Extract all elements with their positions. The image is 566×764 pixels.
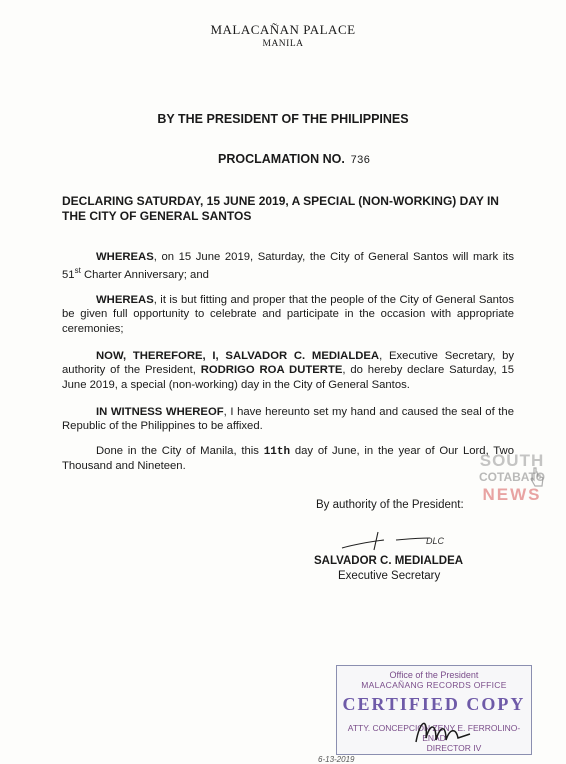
done-paragraph — [62, 444, 514, 474]
done-text-end: day of June, in the year of Our Lord, Two Thousand and Nineteen. — [62, 445, 514, 473]
stamp-records-office: MALACAÑANG RECORDS OFFICE — [361, 680, 507, 690]
initials: DLC — [426, 536, 445, 546]
watermark-line-2: COTABATO — [479, 470, 545, 484]
proclamation-number: 736 — [350, 155, 371, 167]
whereas-text: , it is but fitting and proper that the people of the City of General Santos be given full opportunity to celebrate and participate in the occasion with appropriate ceremonies; — [62, 294, 514, 335]
proclamation-heading — [218, 152, 370, 167]
signatory-name: SALVADOR C. MEDIALDEA — [314, 555, 464, 567]
witness-paragraph — [62, 405, 514, 434]
stamp-position: DIRECTOR IV — [426, 743, 482, 753]
whereas-paragraph-2 — [62, 293, 514, 336]
done-day: 11th — [263, 446, 291, 458]
stamp-officer: ATTY. CONCEPCION ZENY E. FERROLINO-ENAD — [347, 723, 521, 743]
declaration-lead: NOW, THEREFORE, I, SALVADOR C. MEDIALDEA — [96, 350, 380, 362]
whereas-lead: WHEREAS — [96, 251, 154, 263]
whereas-paragraph-1 — [62, 250, 514, 283]
declaration-text: , Executive Secretary, by authority of the President, — [62, 350, 515, 377]
declaration-paragraph — [62, 349, 514, 392]
authority-line: By authority of the President: — [316, 499, 464, 511]
president-name: RODRIGO ROA DUTERTE — [200, 364, 343, 377]
declaration-text-end: , do hereby declare Saturday, 15 June 2019, a special (non-working) day in the City of General Santos. — [62, 364, 514, 391]
stamp-office: Office of the President — [389, 670, 479, 680]
handwritten-signature — [410, 712, 480, 757]
proclamation-label: PROCLAMATION NO. — [218, 152, 345, 166]
watermark-line-3: NEWS — [482, 485, 542, 504]
whereas-text-end: Charter Anniversary; and — [80, 269, 209, 282]
stamp-certified: CERTIFIED COPY — [342, 694, 526, 714]
witness-lead: IN WITNESS WHEREOF — [96, 406, 224, 418]
news-watermark — [462, 452, 562, 503]
issuer-line: BY THE PRESIDENT OF THE PHILIPPINES — [157, 112, 409, 126]
done-text: Done in the City of Manila, this — [96, 445, 264, 457]
stamp-date-text: 6-13-2019 — [318, 755, 355, 764]
whereas-lead: WHEREAS — [96, 294, 154, 306]
palace-name: MALACAÑAN PALACE — [210, 22, 356, 37]
whereas-text: , on 15 June 2019, Saturday, the City of General Santos will mark its 51 — [62, 251, 514, 282]
proclamation-title: DECLARING SATURDAY, 15 JUNE 2019, A SPECIAL (NON-WORKING) DAY IN THE CITY OF GENERAL SANTOS — [62, 194, 499, 223]
pointer-cursor-icon — [528, 466, 546, 493]
signatory-title: Executive Secretary — [338, 570, 441, 582]
witness-text: , I have hereunto set my hand and caused the seal of the Republic of the Philippines to be affixed. — [62, 406, 514, 433]
watermark-line-1: SOUTH — [479, 451, 545, 470]
ordinal-suffix: st — [74, 266, 81, 276]
palace-city: MANILA — [262, 39, 304, 49]
